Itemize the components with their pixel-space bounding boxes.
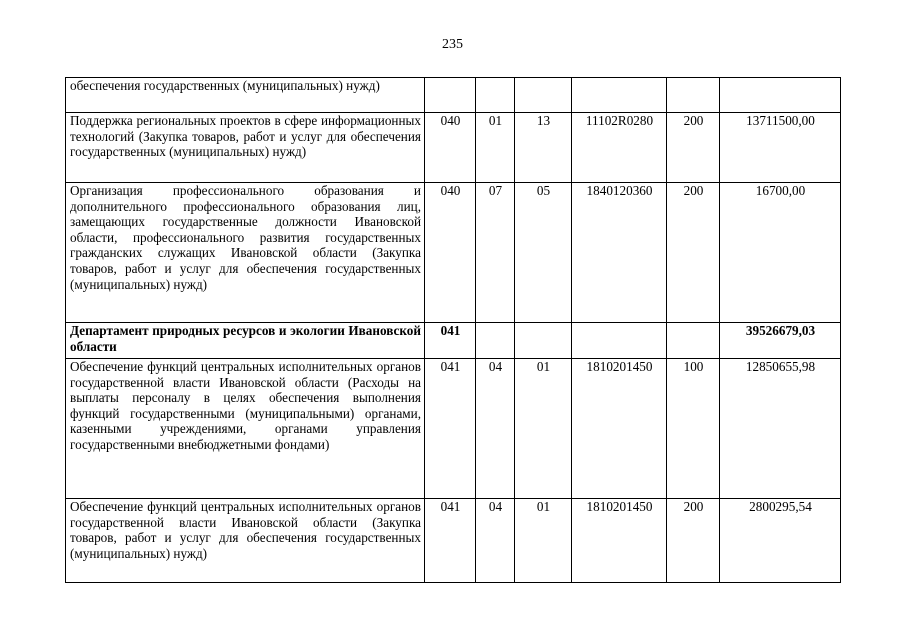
target-article-cell: 1810201450 (572, 359, 667, 499)
amount-cell: 13711500,00 (720, 113, 841, 183)
expense-type-cell: 200 (667, 113, 720, 183)
expense-name-cell: Организация профессионального образования и дополнительного профессионального образования лиц, замещающих государственные должности Ивановской области, профессионального развития государственных гражданских служащих Ивановской области (Закупка товаров, работ и услуг для обеспечения государственных (муниципальных) нужд) (66, 183, 425, 323)
subsection-code-cell (515, 323, 572, 359)
amount-cell: 39526679,03 (720, 323, 841, 359)
expense-name-cell: Департамент природных ресурсов и экологии Ивановской области (66, 323, 425, 359)
budget-table (65, 77, 841, 583)
table-row (66, 323, 841, 359)
section-code-cell: 04 (476, 359, 515, 499)
table-row (66, 499, 841, 583)
table-body (66, 78, 841, 583)
table-row (66, 183, 841, 323)
ministry-code-cell: 041 (425, 359, 476, 499)
ministry-code-cell: 040 (425, 183, 476, 323)
section-code-cell: 07 (476, 183, 515, 323)
target-article-cell: 1810201450 (572, 499, 667, 583)
target-article-cell (572, 323, 667, 359)
expense-type-cell: 100 (667, 359, 720, 499)
amount-cell: 2800295,54 (720, 499, 841, 583)
amount-cell: 16700,00 (720, 183, 841, 323)
target-article-cell: 1840120360 (572, 183, 667, 323)
subsection-code-cell: 01 (515, 359, 572, 499)
expense-name-cell: обеспечения государственных (муниципальных) нужд) (66, 78, 425, 113)
table-row (66, 78, 841, 113)
ministry-code-cell: 040 (425, 113, 476, 183)
section-code-cell (476, 323, 515, 359)
expense-type-cell: 200 (667, 499, 720, 583)
section-code-cell: 01 (476, 113, 515, 183)
ministry-code-cell: 041 (425, 323, 476, 359)
page-number: 235 (442, 37, 463, 52)
amount-cell (720, 78, 841, 113)
expense-type-cell (667, 78, 720, 113)
section-code-cell: 04 (476, 499, 515, 583)
table-row (66, 113, 841, 183)
target-article-cell: 11102R0280 (572, 113, 667, 183)
expense-type-cell (667, 323, 720, 359)
amount-cell: 12850655,98 (720, 359, 841, 499)
ministry-code-cell (425, 78, 476, 113)
expense-name-cell: Обеспечение функций центральных исполнительных органов государственной власти Ивановской области (Закупка товаров, работ и услуг для обеспечения государственных (муниципальных) нужд) (66, 499, 425, 583)
target-article-cell (572, 78, 667, 113)
subsection-code-cell (515, 78, 572, 113)
subsection-code-cell: 05 (515, 183, 572, 323)
subsection-code-cell: 13 (515, 113, 572, 183)
section-code-cell (476, 78, 515, 113)
subsection-code-cell: 01 (515, 499, 572, 583)
expense-type-cell: 200 (667, 183, 720, 323)
expense-name-cell: Поддержка региональных проектов в сфере информационных технологий (Закупка товаров, работ и услуг для обеспечения государственных (муниципальных) нужд) (66, 113, 425, 183)
expense-name-cell: Обеспечение функций центральных исполнительных органов государственной власти Ивановской области (Расходы на выплаты персоналу в целях обеспечения выполнения функций государственными (муниципальными) органами, казенными учреждениями, органами управления государственными внебюджетными фондами) (66, 359, 425, 499)
ministry-code-cell: 041 (425, 499, 476, 583)
table-row (66, 359, 841, 499)
